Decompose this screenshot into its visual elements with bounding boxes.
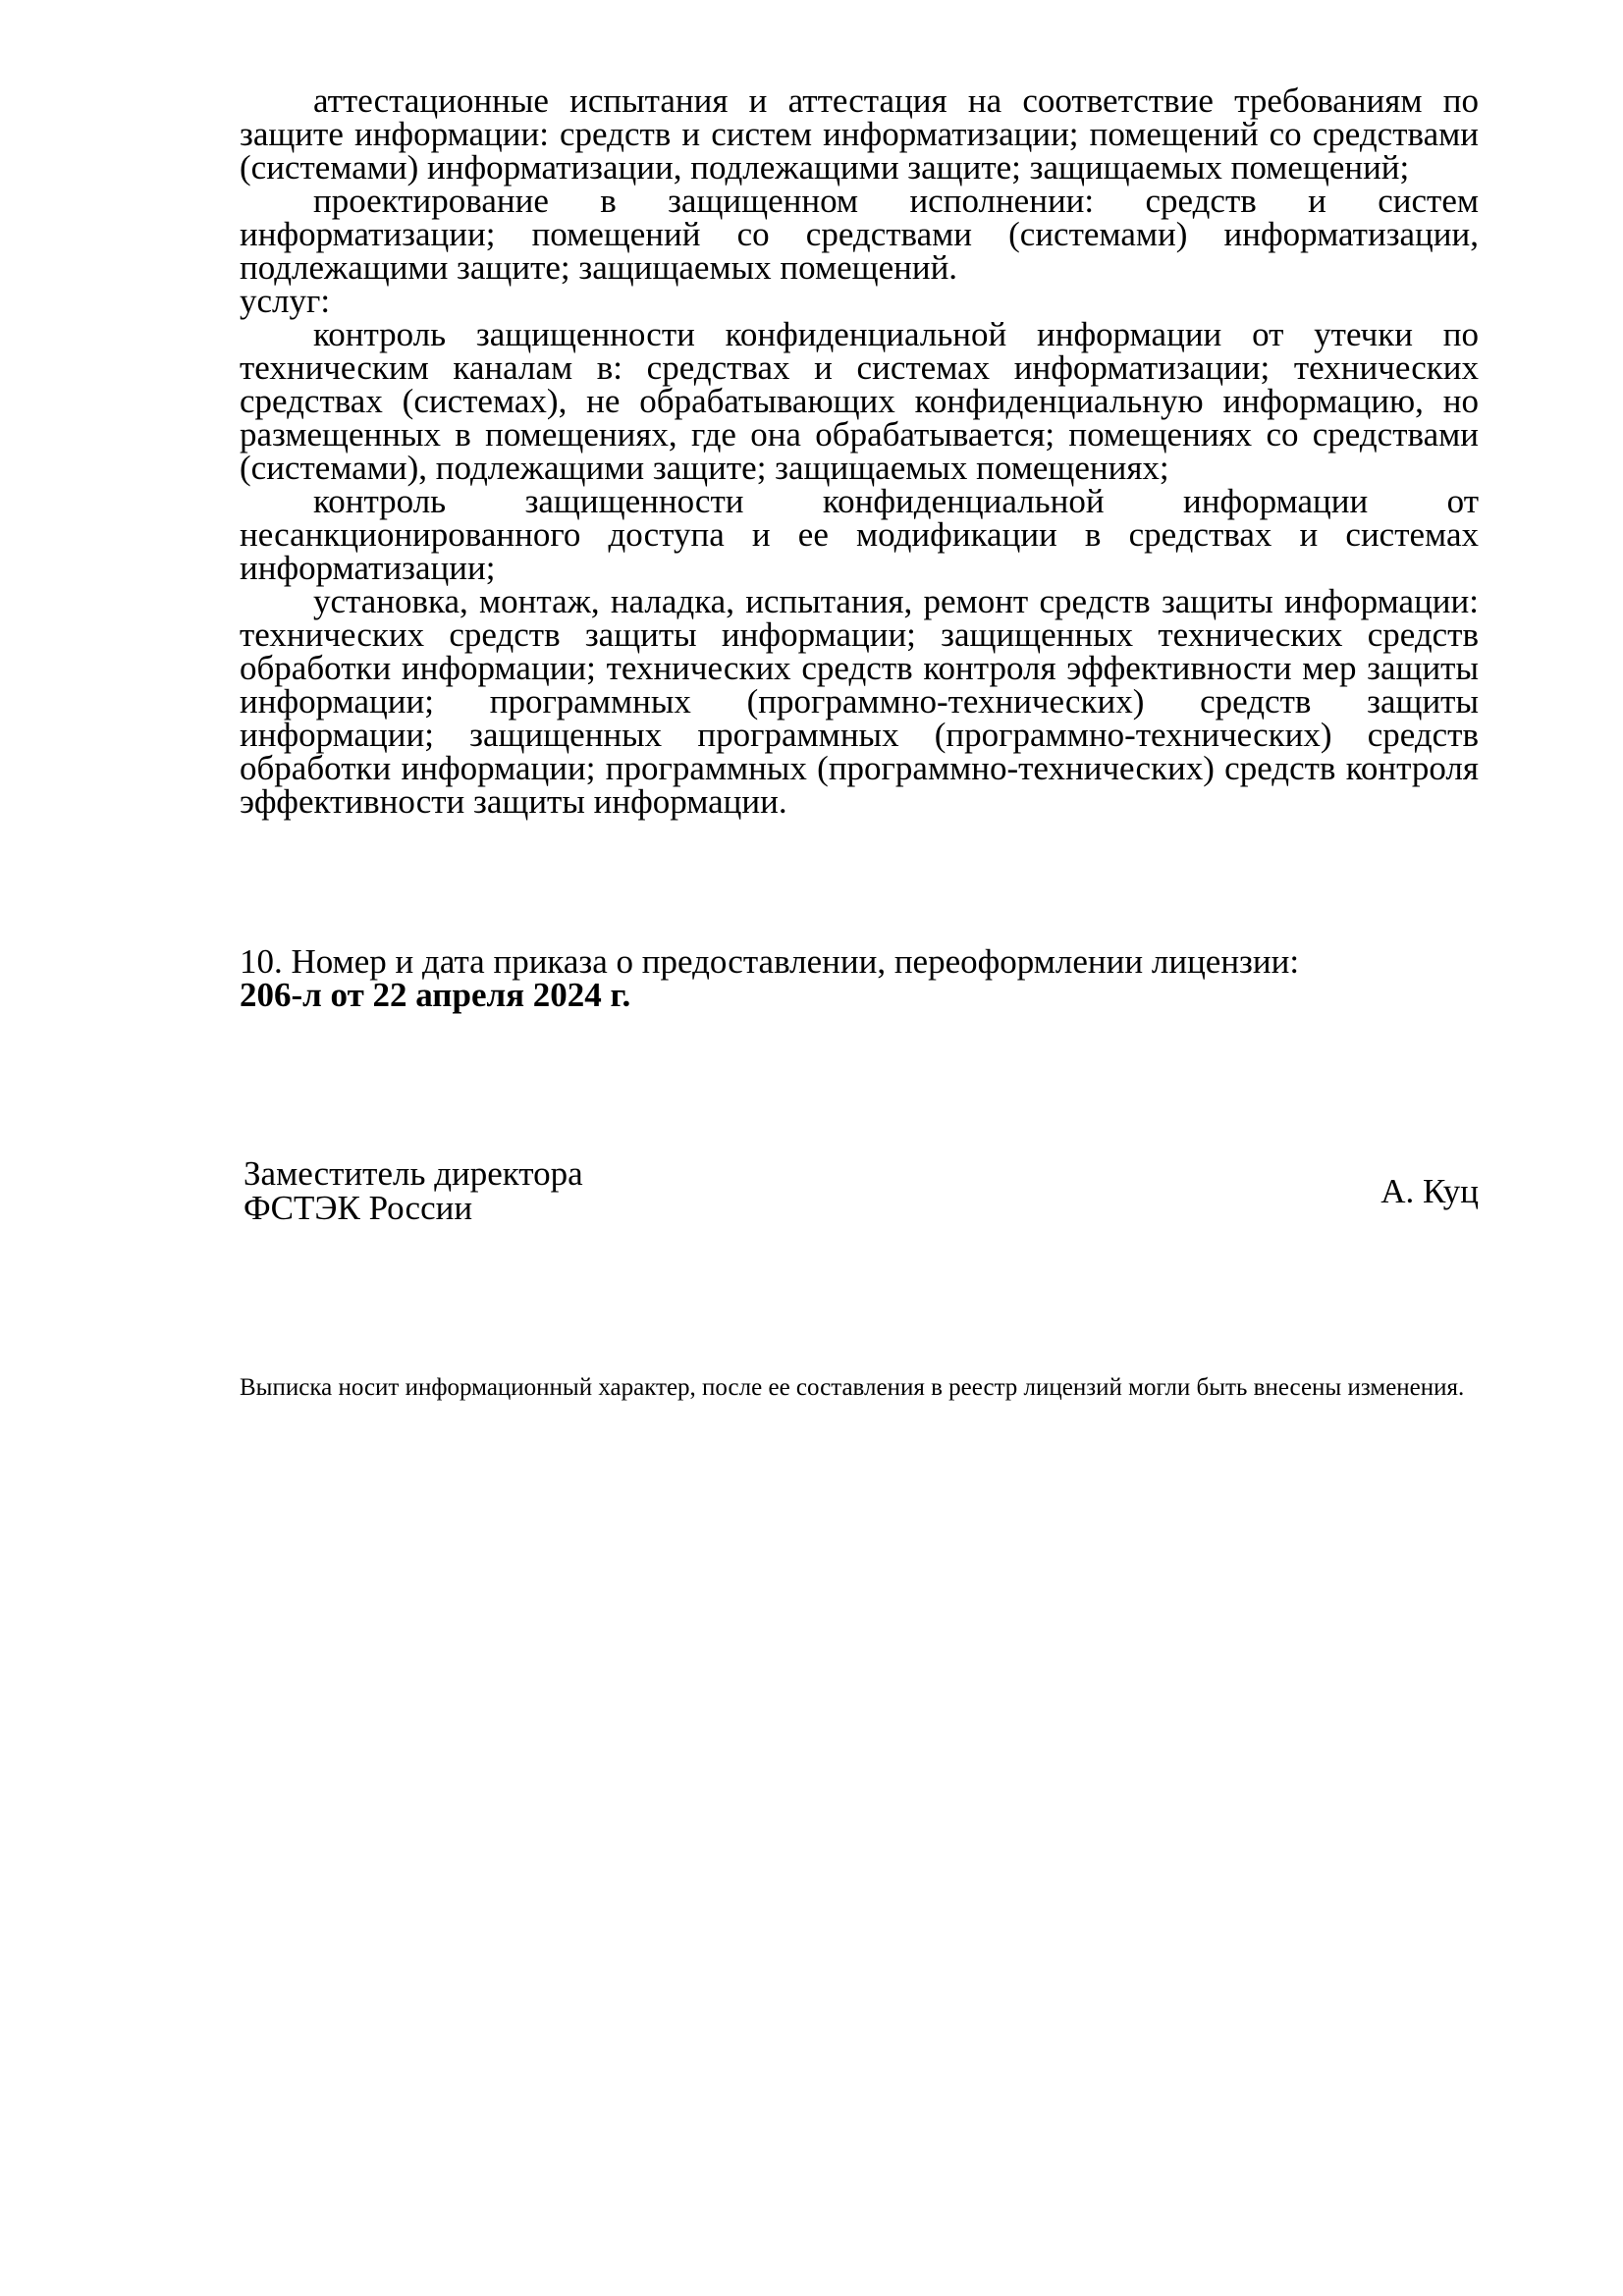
signatory-position-line1: Заместитель директора — [243, 1154, 583, 1193]
service-item-installation: установка, монтаж, наладка, испытания, ремонт средств защиты информации: технических средств защиты информации; защищенных технических средств обработки информации; технических средств контроля эффективности мер защиты информации; программных (программно-технических) средств защиты информации; защищенных программных (программно-технических) средств обработки информации; программных (программно-технических) средств контроля эффективности защиты информации. — [240, 582, 1479, 821]
service-item-attestation: аттестационные испытания и аттестация на соответствие требованиям по защите информации: средств и систем информатизации; помещений со средствами (системами) информатизации, подлежащими защите; защищаемых помещений; — [240, 81, 1479, 187]
services-heading: услуг: — [240, 282, 331, 320]
order-label: 10. Номер и дата приказа о предоставлении, переоформлении лицензии: — [240, 942, 1300, 981]
signature-block — [243, 1156, 1479, 1235]
license-text — [240, 81, 1479, 821]
signatory-position — [243, 1156, 583, 1225]
signatory-position-line2: ФСТЭК России — [243, 1189, 473, 1227]
order-value: 206-л от 22 апреля 2024 г. — [240, 976, 631, 1014]
signatory-name: А. Куц — [1380, 1172, 1479, 1210]
disclaimer-note: Выписка носит информационный характер, после ее составления в реестр лицензий могли быть внесены изменения. — [240, 1374, 1465, 1401]
service-item-access-control: контроль защищенности конфиденциальной информации от несанкционированного доступа и ее модификации в средствах и системах информатизации; — [240, 482, 1479, 587]
service-item-leak-control: контроль защищенности конфиденциальной информации от утечки по техническим каналам в: средствах и системах информатизации; технических средствах (системах), не обрабатывающих конфиденциальную информацию, но размещенных в помещениях, где она обрабатывается; помещениях со средствами (системами), подлежащими защите; защищаемых помещениях; — [240, 315, 1479, 487]
service-item-design: проектирование в защищенном исполнении: средств и систем информатизации; помещений со средствами (системами) информатизации, подлежащими защите; защищаемых помещений. — [240, 182, 1479, 287]
order-section — [240, 942, 1479, 1014]
